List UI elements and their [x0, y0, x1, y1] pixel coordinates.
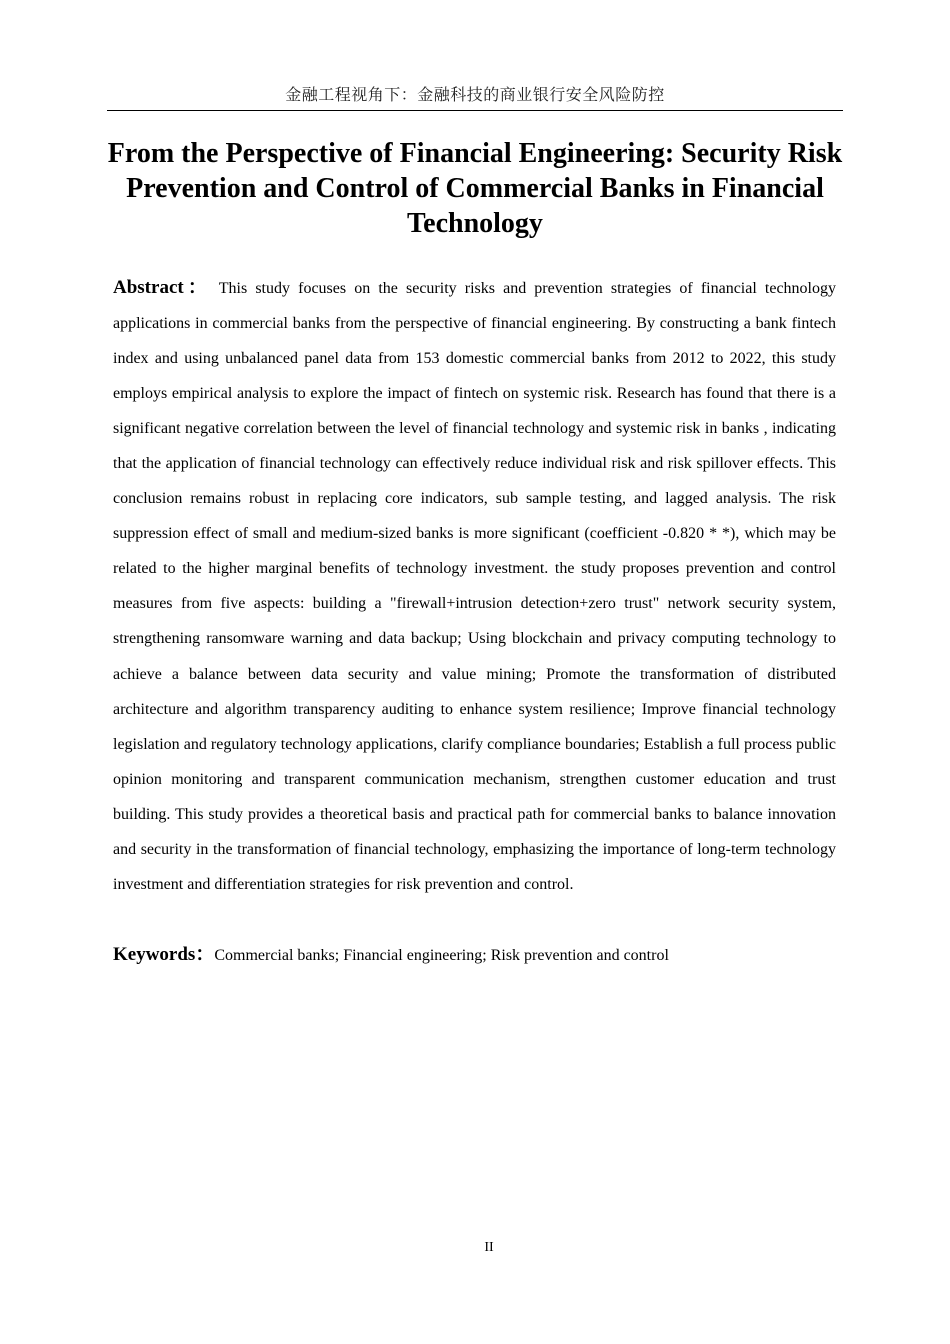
header-rule: [107, 110, 843, 111]
keywords-label: Keywords：: [113, 944, 215, 965]
abstract: [113, 270, 836, 902]
abstract-text: This study focuses on the security risks and prevention strategies of financial technology applications in commercial banks from the perspective of financial engineering. By constructing a bank fintech index and using unbalanced panel data from 153 domestic commercial banks from 2012 to 2022, this study employs empirical analysis to explore the impact of fintech on systemic risk. Research has found that there is a significant negative correlation between the level of financial technology and systemic risk in banks , indicating that the application of financial technology can effectively reduce individual risk and risk spillover effects. This conclusion remains robust in replacing core indicators, sub sample testing, and lagged analysis. The risk suppression effect of small and medium-sized banks is more significant (coefficient -0.820 * *), which may be related to the higher marginal benefits of technology investment. the study proposes prevention and control measures from five aspects: building a "firewall+intrusion detection+zero trust" network security system, strengthening ransomware warning and data backup; Using blockchain and privacy computing technology to achieve a balance between data security and value mining; Promote the transformation of distributed architecture and algorithm transparency auditing to enhance system resilience; Improve financial technology legislation and regulatory technology applications, clarify compliance boundaries; Establish a full process public opinion monitoring and transparent communication mechanism, strengthen customer education and trust building. This study provides a theoretical basis and practical path for commercial banks to balance innovation and security in the transformation of financial technology, emphasizing the importance of long-term technology investment and differentiation strategies for risk prevention and control.: [113, 280, 836, 893]
abstract-label: Abstract：: [113, 277, 211, 298]
running-header: 金融工程视角下：金融科技的商业银行安全风险防控: [285, 85, 665, 104]
page-number: II: [484, 1240, 494, 1255]
keywords-text: Commercial banks; Financial engineering; Risk prevention and control: [214, 947, 669, 964]
keywords: [113, 940, 836, 971]
paper-title: From the Perspective of Financial Engineering: Security Risk Prevention and Control of Commercial Banks in Financial Technology: [107, 138, 843, 239]
